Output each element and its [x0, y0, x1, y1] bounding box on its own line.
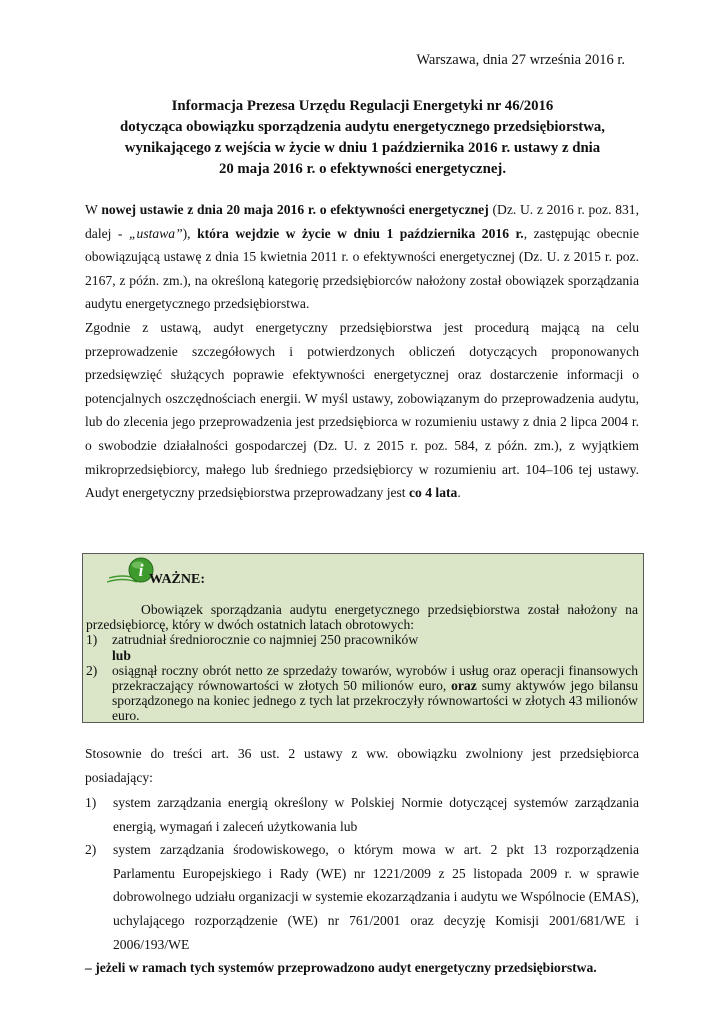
- title-line: 20 maja 2016 r. o efektywności energetycznej.: [218, 161, 507, 177]
- important-content: [86, 602, 638, 724]
- list-text: zatrudniał średniorocznie co najmniej 250 pracowników: [112, 632, 419, 648]
- list-text: system zarządzania energią określony w Polskiej Normie dotyczącej systemów zarządzania energią, wymagań i zaleceń użytkowania lub: [113, 795, 639, 834]
- exemption-list: [85, 791, 639, 956]
- bold-run: która wejdzie w życie w dniu 1 października 2016 r.: [197, 225, 524, 241]
- list-number: 1): [85, 795, 97, 810]
- list-text: system zarządzania środowiskowego, o którym mowa w art. 2 pkt 13 rozporządzenia Parlamentu Europejskiego i Rady (WE) nr 1221/2009 z 25 listopada 2009 r. w sprawie dobrowolnego udziału organizacji w systemie ekozarządzania i audytu we Wspólnocie (EMAS), uchylającego rozporządzenie (WE) nr 761/2001 oraz decyzję Komisji 2001/681/WE i 2006/193/WE: [113, 842, 639, 952]
- text-run: (Dz. U. z 2016 r. poz. 831, dalej -: [85, 202, 639, 241]
- list-item: [86, 663, 638, 724]
- italic-run: „ustawa”: [128, 225, 183, 241]
- list-number: 2): [86, 662, 98, 678]
- paragraph-exemptions: Stosownie do treści art. 36 ust. 2 ustawy z ww. obowiązku zwolniony jest przedsiębiorca posiadający:: [85, 746, 639, 785]
- bold-run: co 4 lata: [409, 485, 458, 501]
- title-line: Informacja Prezesa Urzędu Regulacji Energetyki nr 46/2016: [171, 98, 554, 114]
- text-run: .: [457, 485, 461, 501]
- text-run: W: [85, 202, 102, 217]
- list-item: [85, 791, 639, 838]
- title-line: dotycząca obowiązku sporządzenia audytu energetycznego przedsiębiorstwa,: [120, 119, 605, 135]
- list-number: 2): [85, 842, 97, 858]
- document-date: Warszawa, dnia 27 września 2016 r.: [416, 52, 625, 68]
- document-title: [80, 96, 645, 180]
- important-intro: Obowiązek sporządzania audytu energetycznego przedsiębiorstwa został nałożony na przedsiębiorcę, który w dwóch ostatnich latach obrotowych:: [86, 602, 638, 633]
- list-text: [112, 663, 638, 724]
- text-run: sumy aktywów jego bilansu sporządzonego na koniec jednego z tych lat przekroczyły równowartości w złotych 43 milionów euro.: [112, 678, 639, 724]
- important-box: [82, 553, 644, 723]
- paragraph-intro: [85, 198, 639, 316]
- text-run: ),: [182, 225, 198, 241]
- text-run: , zastępując obecnie obowiązującą ustawę z dnia 15 kwietnia 2011 r. o efektywności energetycznej (Dz. U. z 2015 r. poz. 2167, z późn. zm.), na określoną kategorię przedsiębiorców nałożony został obowiązek sporządzania audytu energetycznego przedsiębiorstwa.: [85, 225, 639, 312]
- title-line: wynikającego z wejścia w życie w dniu 1 października 2016 r. ustawy z dnia: [124, 140, 601, 156]
- text-run: osiągnął roczny obrót netto ze sprzedaży towarów, wyrobów i usług oraz operacji finansowych przekraczający równowartości w złotych 50 milionów euro,: [112, 662, 638, 694]
- info-icon: [107, 554, 155, 588]
- paragraph-definition: [85, 316, 639, 505]
- list-item: [85, 838, 639, 956]
- list-number: 1): [86, 632, 98, 648]
- list-item: [86, 632, 638, 647]
- list-connector: lub: [112, 647, 131, 663]
- bold-run: nowej ustawie z dnia 20 maja 2016 r. o efektywności energetycznej: [101, 202, 489, 217]
- closing-statement: – jeżeli w ramach tych systemów przeprowadzono audyt energetyczny przedsiębiorstwa.: [85, 960, 597, 975]
- text-run: Zgodnie z ustawą, audyt energetyczny przedsiębiorstwa jest procedurą mającą na celu przeprowadzenie szczegółowych i potwierdzonych obliczeń dotyczących proponowanych przedsięwzięć służących poprawie efektywności energetycznej oraz dostarczenie informacji o potencjalnych oszczędnościach energii. W myśl ustawy, zobowiązanym do przeprowadzenia audytu, lub do zlecenia jego przeprowadzenia jest przedsiębiorca w rozumieniu ustawy z dnia 2 lipca 2004 r. o swobodzie działalności gospodarczej (Dz. U. z 2015 r. poz. 584, z późn. zm.), z wyjątkiem mikroprzedsiębiorcy, małego lub średniego przedsiębiorcy w rozumieniu art. 104–106 tej ustawy. Audyt energetyczny przedsiębiorstwa przeprowadzany jest: [85, 320, 639, 501]
- info-icon-letter: i: [138, 561, 144, 580]
- bold-run: oraz: [451, 678, 477, 694]
- important-heading: WAŻNE:: [149, 572, 206, 587]
